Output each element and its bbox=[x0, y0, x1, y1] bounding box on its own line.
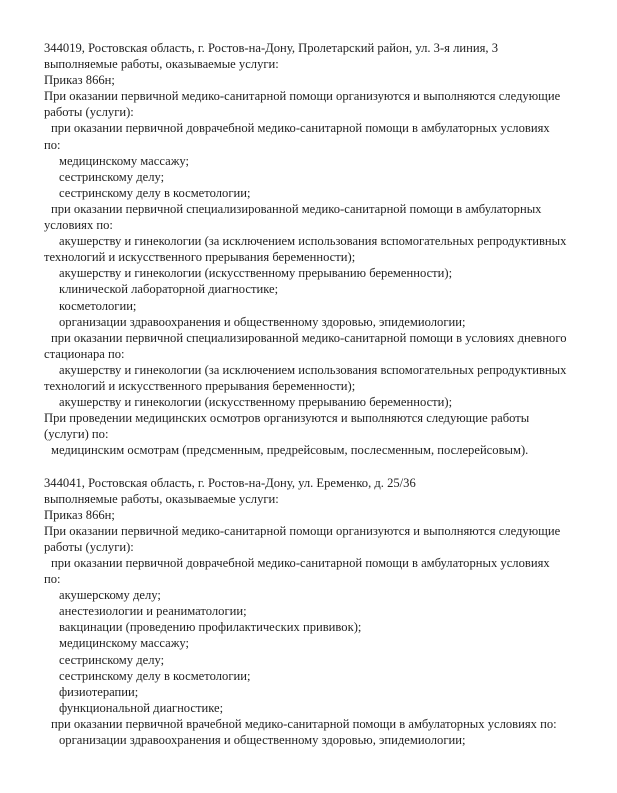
text-line: 344041, Ростовская область, г. Ростов-на-Дону, ул. Еременко, д. 25/36 bbox=[44, 475, 416, 490]
text-line: сестринскому делу в косметологии; bbox=[59, 668, 251, 683]
text-line: сестринскому делу; bbox=[59, 169, 165, 184]
text-line: медицинскому массажу; bbox=[59, 153, 190, 168]
text-line: акушерству и гинекологии (за исключением использования вспомогательных репродуктивных bbox=[59, 362, 567, 377]
text-line: при оказании первичной врачебной медико-санитарной помощи в амбулаторных условиях по: bbox=[51, 716, 557, 731]
text-line: вакцинации (проведению профилактических прививок); bbox=[59, 620, 362, 635]
text-line: акушерству и гинекологии (за исключением использования вспомогательных репродуктивных bbox=[59, 234, 567, 249]
text-line: технологий и искусственного прерывания беременности); bbox=[44, 250, 356, 265]
text-line: по: bbox=[44, 572, 61, 587]
blank-line bbox=[44, 458, 597, 474]
text-line: выполняемые работы, оказываемые услуги: bbox=[44, 491, 279, 506]
text-line: акушерству и гинекологии (искусственному прерыванию беременности); bbox=[59, 266, 453, 281]
text-line: стационара по: bbox=[44, 346, 125, 361]
document-body bbox=[44, 40, 597, 748]
text-line: Приказ 866н; bbox=[44, 507, 115, 522]
text-line: выполняемые работы, оказываемые услуги: bbox=[44, 57, 279, 72]
text-line: физиотерапии; bbox=[59, 684, 139, 699]
text-line: анестезиологии и реаниматологии; bbox=[59, 604, 247, 619]
text-line: по: bbox=[44, 137, 61, 152]
text-line: условиях по: bbox=[44, 218, 113, 233]
text-line: организации здравоохранения и общественному здоровью, эпидемиологии; bbox=[59, 733, 466, 748]
text-line: функциональной диагностике; bbox=[59, 700, 224, 715]
text-line: При проведении медицинских осмотров организуются и выполняются следующие работы bbox=[44, 411, 530, 426]
text-line: при оказании первичной специализированной медико-санитарной помощи в амбулаторных bbox=[51, 201, 542, 216]
text-line: косметологии; bbox=[59, 298, 137, 313]
text-line: организации здравоохранения и общественному здоровью, эпидемиологии; bbox=[59, 314, 466, 329]
text-line: медицинским осмотрам (предсменным, предрейсовым, послесменным, послерейсовым). bbox=[51, 443, 529, 458]
text-line: клинической лабораторной диагностике; bbox=[59, 282, 279, 297]
text-line: технологий и искусственного прерывания беременности); bbox=[44, 378, 356, 393]
text-line: акушерству и гинекологии (искусственному прерыванию беременности); bbox=[59, 395, 453, 410]
text-line: сестринскому делу; bbox=[59, 652, 165, 667]
text-line: 344019, Ростовская область, г. Ростов-на-Дону, Пролетарский район, ул. 3-я линия, 3 bbox=[44, 41, 498, 55]
text-line: при оказании первичной доврачебной медико-санитарной помощи в амбулаторных условиях bbox=[51, 556, 550, 570]
text-line: работы (услуги): bbox=[44, 539, 134, 554]
text-line: при оказании первичной специализированной медико-санитарной помощи в условиях дневного bbox=[51, 330, 567, 345]
text-line: работы (услуги): bbox=[44, 105, 134, 120]
text-line: При оказании первичной медико-санитарной помощи организуются и выполняются следующие bbox=[44, 89, 561, 104]
text-line: Приказ 866н; bbox=[44, 73, 115, 88]
text-line: сестринскому делу в косметологии; bbox=[59, 185, 251, 200]
text-line: акушерскому делу; bbox=[59, 588, 161, 603]
text-line: медицинскому массажу; bbox=[59, 636, 190, 651]
text-line: (услуги) по: bbox=[44, 427, 109, 442]
text-line: При оказании первичной медико-санитарной помощи организуются и выполняются следующие bbox=[44, 523, 561, 538]
text-line: при оказании первичной доврачебной медико-санитарной помощи в амбулаторных условиях bbox=[51, 121, 550, 136]
